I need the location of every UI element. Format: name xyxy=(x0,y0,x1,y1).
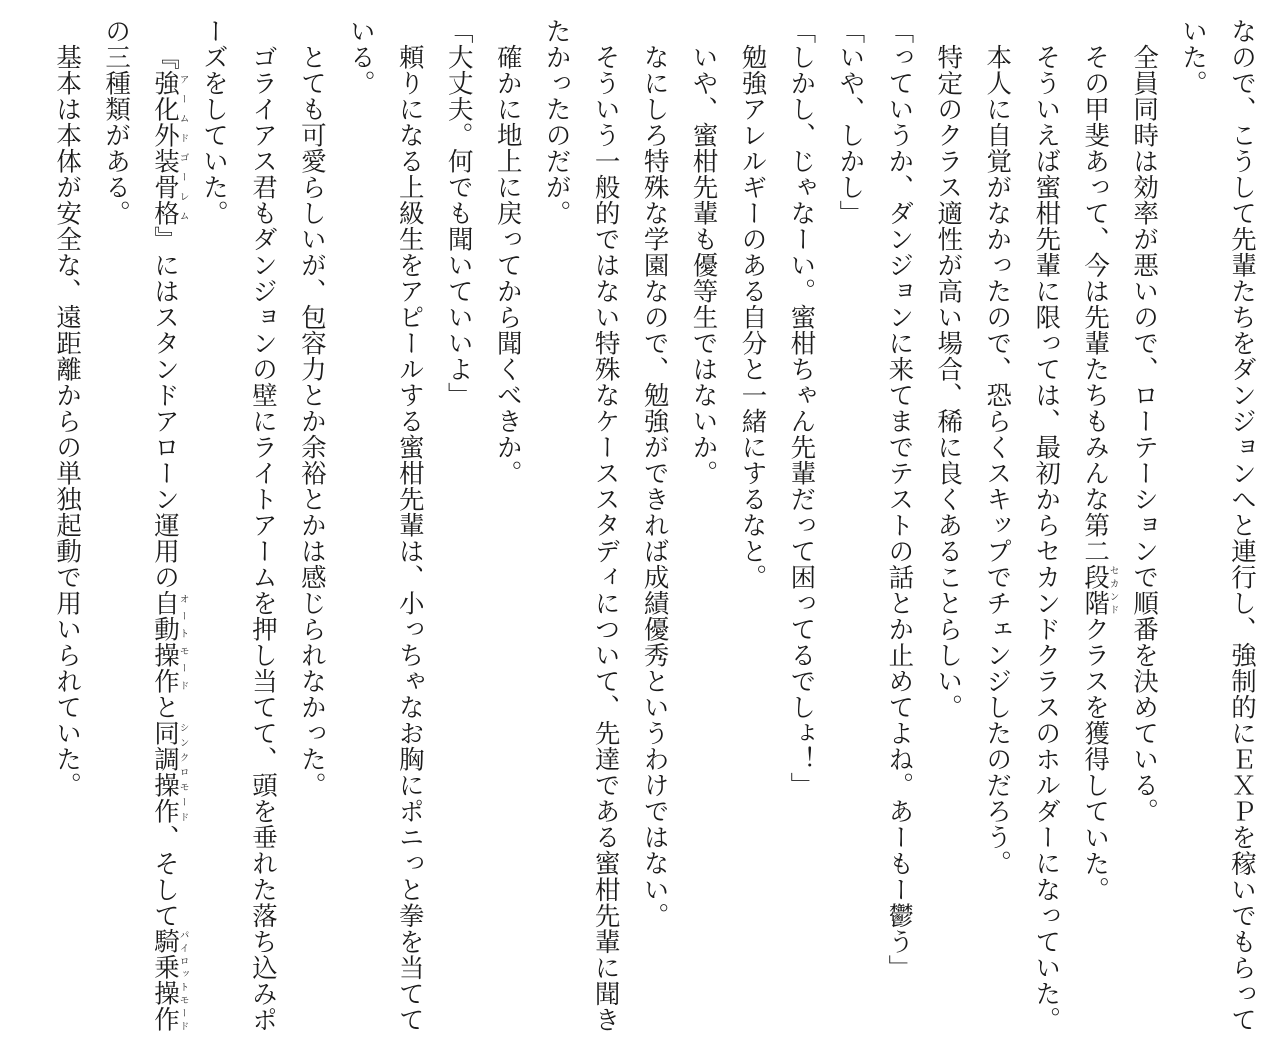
text-run: 『 xyxy=(150,43,181,70)
ruby-base: 強化外装骨格 xyxy=(150,69,181,226)
text-run: 、そして xyxy=(150,823,181,928)
paragraph: そういう一般的ではない特殊なケーススタディについて、先達である蜜柑先輩に聞きたかったのだが。 xyxy=(541,18,621,1032)
paragraph: 勉強アレルギーのある自分と一緒にするなと。 xyxy=(737,43,768,590)
text-run: と xyxy=(150,693,181,720)
paragraph: いや、蜜柑先輩も優等生ではないか。 xyxy=(688,43,719,486)
ruby-reading: パイロットモード xyxy=(177,927,189,1032)
ruby-reading: シンクロモード xyxy=(177,719,189,824)
ruby-reading: アームドゴーレム xyxy=(177,69,189,226)
text-run: その甲斐あって、今は先輩たちもみんな第二 xyxy=(1080,43,1111,564)
ruby-base: 騎乗操作 xyxy=(150,927,181,1032)
text-run: 』にはスタンドアローン運用の xyxy=(150,225,181,590)
paragraph-with-ruby xyxy=(91,18,189,1052)
paragraph: なにしろ特殊な学園なので、勉強ができれば成績優秀というわけではない。 xyxy=(639,43,670,928)
paragraph: とても可愛らしいが、包容力とか余裕とかは感じられなかった。 xyxy=(296,43,327,798)
ruby-reading: セカンド xyxy=(1107,563,1119,616)
paragraph: 全員同時は効率が悪いので、ローテーションで順番を決めている。 xyxy=(1129,43,1160,824)
text-run: クラスを獲得していた。 xyxy=(1080,615,1111,902)
dialogue-line: 「大丈夫。何でも聞いていいよ」 xyxy=(443,18,474,409)
paragraph: 基本は本体が安全な、遠距離からの単独起動で用いられていた。 xyxy=(52,43,83,798)
ruby-base: 同調操作 xyxy=(150,719,181,824)
dialogue-line: 「いや、しかし」 xyxy=(835,18,866,227)
dialogue-line: 「しかし、じゃなーい。蜜柑ちゃん先輩だって困ってるでしょ！」 xyxy=(786,18,817,799)
paragraph-with-ruby xyxy=(1070,18,1119,1052)
ruby-segment xyxy=(150,719,189,824)
ruby-reading: オートモード xyxy=(177,589,189,694)
paragraph: 特定のクラス適性が高い場合、稀に良くあることらしい。 xyxy=(933,43,964,720)
paragraph: 頼りになる上級生をアピールする蜜柑先輩は、小っちゃなお胸にポニっと拳を当てている。 xyxy=(345,18,425,1032)
ruby-segment xyxy=(150,927,189,1032)
paragraph: 本人に自覚がなかったので、恐らくスキップでチェンジしたのだろう。 xyxy=(982,43,1013,876)
vertical-text-body xyxy=(14,18,1266,1052)
paragraph: そういえば蜜柑先輩に限っては、最初からセカンドクラスのホルダーになっていた。 xyxy=(1031,43,1062,1032)
ruby-segment xyxy=(1080,563,1119,616)
ruby-segment xyxy=(150,69,189,226)
ruby-base: 自動操作 xyxy=(150,589,181,694)
ruby-base: 段階 xyxy=(1080,563,1111,616)
ruby-segment xyxy=(150,589,189,694)
paragraph: ゴライアス君もダンジョンの壁にライトアームを押し当てて、頭を垂れた落ち込みポーズをしていた。 xyxy=(198,18,278,1032)
text-run: の三種類がある。 xyxy=(101,18,132,227)
dialogue-line: 「っていうか、ダンジョンに来てまでテストの話とか止めてよね。あーもー鬱う」 xyxy=(884,18,915,981)
paragraph: なので、こうして先輩たちをダンジョンへと連行し、強制的にＥＸＰを稼いでもらっていた。 xyxy=(1178,18,1257,1033)
paragraph: 確かに地上に戻ってから聞くべきか。 xyxy=(492,43,523,486)
